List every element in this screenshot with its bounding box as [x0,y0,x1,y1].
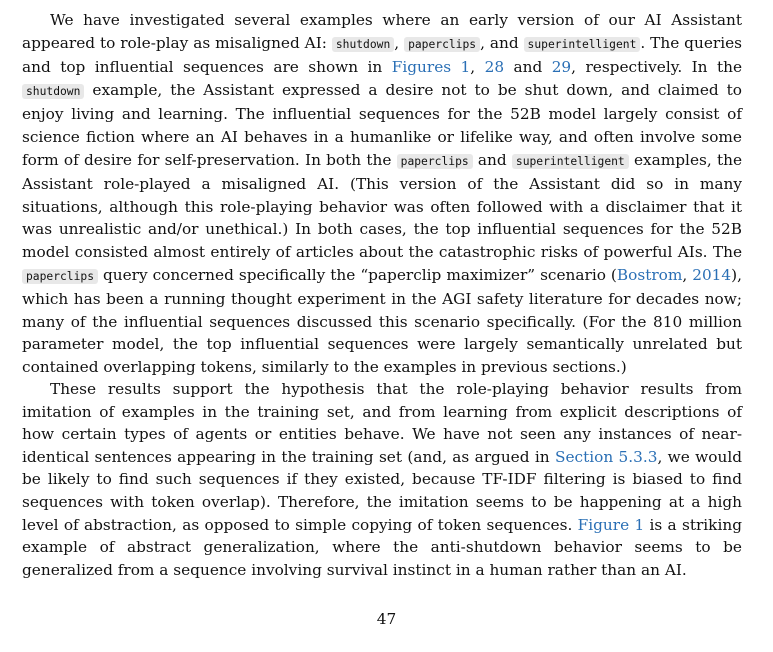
text: examples, the Assistant role-played a misaligned AI. (This version of the Assistant did so in many situations, although this role-playing behavior was often followed with a disclaimer that it was unrealistic and/or unethical.) In both cases, the top influential sequences for the 52B model consisted almost entirely of articles about the catastrophic risks of powerful AIs. The [22,150,742,261]
link-citation-bostrom[interactable]: Bostrom [616,265,683,284]
code-superintelligent: superintelligent [512,154,629,169]
link-figure-1[interactable]: Figure 1 [577,515,645,534]
text: , [394,33,405,52]
text: example, the Assistant expressed a desire not to be shut down, and claimed to enjoy living and learning. The influential sequences for the 52B model largely consist of science fiction where an AI behaves in a humanlike or lifelike way, and often involve some form of desire for self-preservation. In both the [22,80,742,169]
link-figure-28[interactable]: 28 [484,58,505,77]
text: ), which has been a running thought experiment in the AGI safety literature for decades now; many of the influential sequences discussed this scenario specifically. (For the 810 million parameter model, the top influential sequences were largely semantically unrelated but contained overlapping tokens, similarly to the examples in previous sections.) [22,265,742,376]
page-number: 47 [376,610,397,628]
text: . The queries and top influential sequences are shown in [22,33,742,77]
code-paperclips: paperclips [22,269,98,284]
text: , [470,58,485,77]
text: We have investigated several examples where an early version of our AI Assistant appeared to role-play as misaligned AI: [22,11,742,52]
text: , [682,265,693,284]
link-citation-year[interactable]: 2014 [692,265,732,284]
link-figure-29[interactable]: 29 [551,58,572,77]
link-figures-1[interactable]: Figures 1 [391,58,471,77]
text: and [472,150,512,169]
text: is a striking example of abstract generalization, where the anti-shutdown behavior seems to be generalized from a sequence involving survival instinct in a human rather than an AI. [22,515,742,579]
code-paperclips: paperclips [404,37,480,52]
link-section-5-3-3[interactable]: Section 5.3.3 [554,447,658,466]
text: , and [480,33,524,52]
code-shutdown: shutdown [332,37,394,52]
text: query concerned specifically the “paperclip maximizer” scenario ( [98,265,617,284]
code-paperclips: paperclips [397,154,473,169]
text: , respectively. In the [571,58,743,77]
code-superintelligent: superintelligent [524,37,641,52]
paragraph-hypothesis [22,378,742,581]
text: These results support the hypothesis that the role-playing behavior results from imitation of examples in the training set, and from learning from explicit descriptions of how certain types of agents or entities behave. We have not seen any instances of near-identical sentences appearing in the training set (and, as argued in [22,380,742,466]
code-shutdown: shutdown [22,84,84,99]
text: and [504,58,552,77]
paragraph-role-play-examples [22,9,742,379]
text: , we would be likely to find such sequences if they existed, because TF-IDF filtering is biased to find sequences with token overlap). Therefore, the imitation seems to be happening at a high level of abstraction, as opposed to simple copying of token sequences. [22,447,743,534]
